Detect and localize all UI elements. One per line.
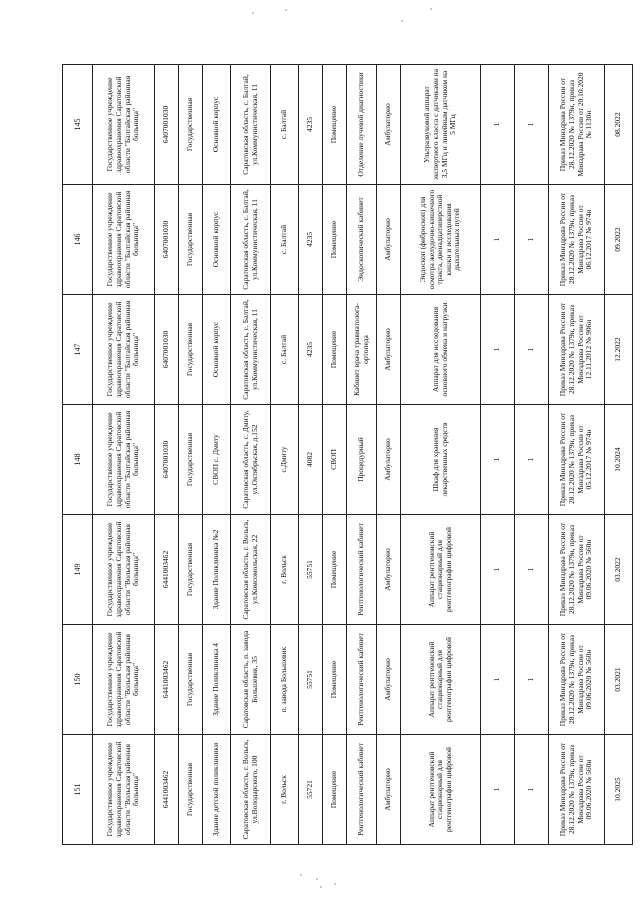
cell-org: Государственное учреждение здравоохранения Саратовской области "Балтайская районная больница" [93,405,155,515]
cell-qty2: 1 [515,65,549,185]
cell-building: Основной корпус [203,65,231,185]
table-row-ownership [179,65,203,845]
cell-oktmo: 4235 [299,65,323,185]
cell-equipment: Аппарат рентгеновский стационарный для рентгенографии цифровой [401,735,481,845]
cell-care-type: Амбулаторно [377,405,401,515]
cell-ownership: Государственная [179,295,203,405]
table-row-locality [271,65,299,845]
cell-qty2: 1 [515,735,549,845]
cell-equipment: Аппарат рентгеновский стационарный для рентгенографии цифровой [401,625,481,735]
table-row-oktmo [299,65,323,845]
table-row-num [63,65,93,845]
cell-num: 145 [63,65,93,185]
cell-room-status: Помещение [323,735,347,845]
table-row-qty1 [481,65,515,845]
cell-address: Саратовская область, г. Вольск, ул.Володарского, 100 [231,735,271,845]
cell-room-status: СВОП [323,405,347,515]
cell-num: 151 [63,735,93,845]
cell-ownership: Государственная [179,405,203,515]
cell-building: Здание Поликлиника №2 [203,515,231,625]
cell-room: Отделение лучевой диагностики [347,65,377,185]
cell-date: 08.2022 [605,65,633,185]
cell-oktmo: 4082 [299,405,323,515]
cell-equipment: Аппарат рентгеновский стационарный для рентгенографии цифровой [401,515,481,625]
cell-ownership: Государственная [179,185,203,295]
table-row-address [231,65,271,845]
cell-order: Приказ Минздрава России от 28.12.2020 № 1379н, приказ Минздрава России от 09.06.2020 № 560н [549,625,605,735]
cell-room: Рентгенологический кабинет [347,735,377,845]
cell-inn: 6441003462 [155,515,179,625]
cell-qty1: 1 [481,625,515,735]
cell-ownership: Государственная [179,65,203,185]
cell-address: Саратовская область, с. Балтай, ул.Коммунистическая, 11 [231,185,271,295]
table-row-building [203,65,231,845]
cell-oktmo: 4235 [299,185,323,295]
cell-care-type: Амбулаторно [377,185,401,295]
cell-locality: п. завода Большевик [271,625,299,735]
cell-address: Саратовская область, с. Дмиту, ул.Октябрьская, д.152 [231,405,271,515]
cell-inn: 6407001030 [155,185,179,295]
table-row-date [605,65,633,845]
cell-room: Рентгенологический кабинет [347,625,377,735]
cell-date: 10.2024 [605,405,633,515]
cell-care-type: Амбулаторно [377,515,401,625]
cell-room-status: Помещение [323,65,347,185]
cell-equipment: Шкаф для хранения лекарственных средств [401,405,481,515]
table-row-room [347,65,377,845]
cell-order: Приказ Минздрава России от 28.12.2020 № 1379н, приказ Минздрава России от 20.10.2020 № 1130н [549,65,605,185]
cell-qty2: 1 [515,515,549,625]
cell-building: Здание детской поликлиники [203,735,231,845]
cell-order: Приказ Минздрава России от 28.12.2020 № 1379н, приказ Минздрава России от 05.12.2017 № 974н [549,405,605,515]
cell-order: Приказ Минздрава России от 28.12.2020 № 1379н, приказ Минздрава России от 09.06.2020 № 560н [549,735,605,845]
cell-inn: 6407001030 [155,65,179,185]
cell-building: СВОП с. Дмиту [203,405,231,515]
cell-qty2: 1 [515,405,549,515]
cell-inn: 6407001030 [155,405,179,515]
cell-org: Государственное учреждение здравоохранения Саратовской области "Балтайская районная больница" [93,185,155,295]
cell-address: Саратовская область, с. Балтай, ул.Коммунистическая, 11 [231,65,271,185]
cell-building: Основной корпус [203,185,231,295]
equipment-table [62,64,633,845]
cell-oktmo: 4235 [299,295,323,405]
cell-order: Приказ Минздрава России от 28.12.2020 № 1379н, приказ Минздрава России от 06.12.2017 № 974н [549,185,605,295]
cell-inn: 6441003462 [155,625,179,735]
cell-equipment: Аппарат для исследования основного обмена и нагрузки [401,295,481,405]
cell-qty1: 1 [481,295,515,405]
cell-inn: 6441003462 [155,735,179,845]
table-row-room-status [323,65,347,845]
cell-qty2: 1 [515,625,549,735]
cell-care-type: Амбулаторно [377,65,401,185]
cell-building: Здание Поликлиника 4 [203,625,231,735]
table-row-care-type [377,65,401,845]
cell-locality: с. Балтай [271,65,299,185]
cell-qty1: 1 [481,735,515,845]
cell-oktmo: 55751 [299,515,323,625]
cell-ownership: Государственная [179,625,203,735]
cell-date: 10.2025 [605,735,633,845]
cell-oktmo: 55751 [299,625,323,735]
cell-room-status: Помещение [323,515,347,625]
cell-num: 150 [63,625,93,735]
cell-locality: с. Балтай [271,185,299,295]
cell-qty1: 1 [481,65,515,185]
cell-room-status: Помещение [323,625,347,735]
cell-address: Саратовская область, п. завода Большевик, 35 [231,625,271,735]
table-row-inn [155,65,179,845]
cell-equipment: Ультразвуковой аппарат экспертного класса с датчиками на 3,5 МГц и линейным датчиком на 5 МГц [401,65,481,185]
cell-date: 12.2022 [605,295,633,405]
table-row-qty2 [515,65,549,845]
cell-qty1: 1 [481,185,515,295]
cell-qty1: 1 [481,405,515,515]
table-row-org [93,65,155,845]
cell-room: Рентгенологический кабинет [347,515,377,625]
cell-date: 03.2022 [605,515,633,625]
cell-date: 03.2021 [605,625,633,735]
cell-num: 149 [63,515,93,625]
cell-num: 146 [63,185,93,295]
table-row-equipment [401,65,481,845]
cell-num: 148 [63,405,93,515]
cell-qty2: 1 [515,185,549,295]
cell-num: 147 [63,295,93,405]
cell-locality: с. Балтай [271,295,299,405]
cell-locality: с.Дмиту [271,405,299,515]
cell-care-type: Амбулаторно [377,295,401,405]
cell-address: Саратовская область, г. Вольск, ул.Комсомольская, 22 [231,515,271,625]
cell-building: Основной корпус [203,295,231,405]
cell-org: Государственное учреждение здравоохранения Саратовской области "Балтайская районная больница" [93,295,155,405]
cell-room: Эндоскопический кабинет [347,185,377,295]
cell-org: Государственное учреждение здравоохранения Саратовской области "Вольская районная больница" [93,625,155,735]
cell-room-status: Помещение [323,295,347,405]
table-row-order [549,65,605,845]
cell-care-type: Амбулаторно [377,735,401,845]
cell-date: 09.2022 [605,185,633,295]
cell-address: Саратовская область, с. Балтай, ул.Коммунистическая, 11 [231,295,271,405]
cell-ownership: Государственная [179,515,203,625]
cell-room-status: Помещение [323,185,347,295]
cell-org: Государственное учреждение здравоохранения Саратовской области "Балтайская районная больница" [93,65,155,185]
cell-equipment: Эндоскоп (фиброскоп) для осмотра желудочно-кишечного тракта, двенадцатиперстной кишки и исследования дыхательных путей [401,185,481,295]
cell-locality: г. Вольск [271,515,299,625]
cell-room: Процедурный [347,405,377,515]
cell-qty2: 1 [515,295,549,405]
cell-order: Приказ Минздрава России от 28.12.2020 № 1379н, приказ Минздрава России от 09.06.2020 № 560н [549,515,605,625]
cell-ownership: Государственная [179,735,203,845]
cell-org: Государственное учреждение здравоохранения Саратовской области "Вольская районная больница" [93,515,155,625]
cell-room: Кабинет врача травматолога-ортопеда [347,295,377,405]
cell-qty1: 1 [481,515,515,625]
cell-care-type: Амбулаторно [377,625,401,735]
cell-order: Приказ Минздрава России от 28.12.2020 № 1379н, приказ Минздрава России от 12.11.2012 № 906н [549,295,605,405]
rotated-table-wrapper [62,65,623,845]
cell-org: Государственное учреждение здравоохранения Саратовской области "Вольская районная больница" [93,735,155,845]
cell-locality: г. Вольск [271,735,299,845]
cell-oktmo: 55721 [299,735,323,845]
cell-inn: 6407001030 [155,295,179,405]
